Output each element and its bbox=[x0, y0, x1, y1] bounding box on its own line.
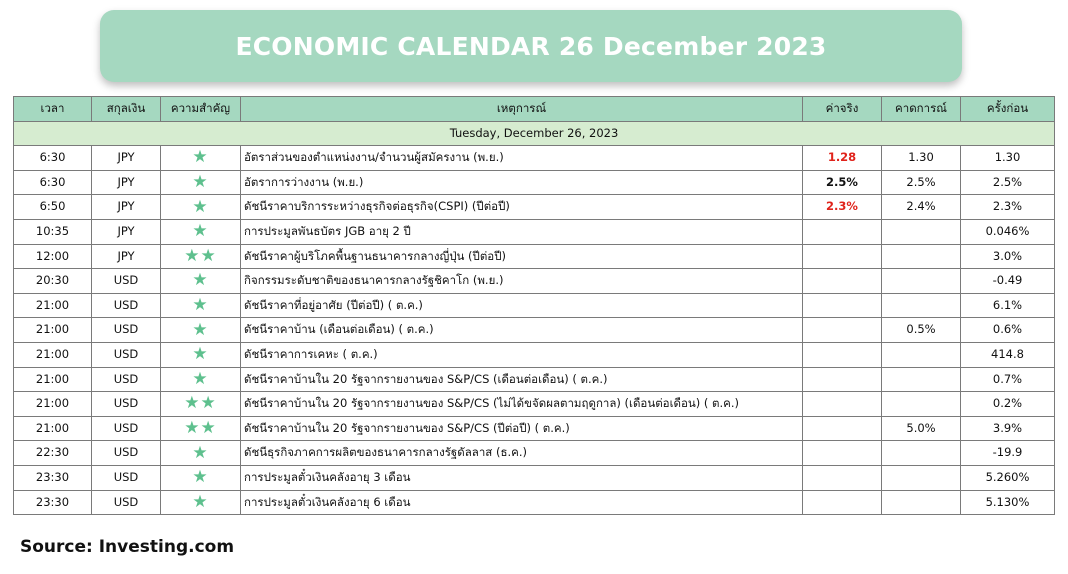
table-row bbox=[14, 342, 1055, 367]
actual-cell bbox=[803, 219, 882, 244]
actual-cell bbox=[803, 441, 882, 466]
importance-star-icon: ★ bbox=[192, 467, 209, 488]
importance-star-icon: ★ bbox=[192, 270, 209, 291]
event-cell: การประมูลตั๋วเงินคลังอายุ 6 เดือน bbox=[241, 490, 803, 515]
time-cell: 12:00 bbox=[14, 244, 92, 269]
forecast-cell: 2.5% bbox=[882, 170, 961, 195]
event-cell: ดัชนีราคาการเคหะ ( ต.ค.) bbox=[241, 342, 803, 367]
header-row bbox=[14, 97, 1055, 122]
page-title: ECONOMIC CALENDAR 26 December 2023 bbox=[235, 31, 827, 61]
actual-cell: 2.3% bbox=[803, 195, 882, 220]
forecast-cell bbox=[882, 342, 961, 367]
col-header-importance: ความสำคัญ bbox=[161, 97, 241, 122]
event-cell: อัตราการว่างงาน (พ.ย.) bbox=[241, 170, 803, 195]
col-header-previous: ครั้งก่อน bbox=[961, 97, 1055, 122]
calendar-table bbox=[13, 96, 1055, 515]
actual-cell bbox=[803, 293, 882, 318]
previous-cell: 2.5% bbox=[961, 170, 1055, 195]
day-row bbox=[14, 121, 1055, 146]
forecast-cell bbox=[882, 392, 961, 417]
table-row bbox=[14, 219, 1055, 244]
time-cell: 10:35 bbox=[14, 219, 92, 244]
forecast-cell bbox=[882, 490, 961, 515]
time-cell: 23:30 bbox=[14, 465, 92, 490]
previous-cell: 5.260% bbox=[961, 465, 1055, 490]
time-cell: 22:30 bbox=[14, 441, 92, 466]
previous-cell: 3.0% bbox=[961, 244, 1055, 269]
table-row bbox=[14, 441, 1055, 466]
importance-star-icon: ★ bbox=[192, 196, 209, 217]
importance-cell bbox=[161, 392, 241, 417]
event-cell: ดัชนีราคาบ้านใน 20 รัฐจากรายงานของ S&P/CS (ไม่ได้ขจัดผลตามฤดูกาล) (เดือนต่อเดือน) ( ต.ค.) bbox=[241, 392, 803, 417]
col-header-forecast: คาดการณ์ bbox=[882, 97, 961, 122]
currency-cell: USD bbox=[92, 367, 161, 392]
time-cell: 6:30 bbox=[14, 170, 92, 195]
currency-cell: USD bbox=[92, 342, 161, 367]
forecast-cell: 1.30 bbox=[882, 146, 961, 171]
forecast-cell: 5.0% bbox=[882, 416, 961, 441]
forecast-cell bbox=[882, 293, 961, 318]
currency-cell: USD bbox=[92, 490, 161, 515]
importance-star-icon: ★ bbox=[192, 344, 209, 365]
col-header-time: เวลา bbox=[14, 97, 92, 122]
forecast-cell bbox=[882, 219, 961, 244]
time-cell: 21:00 bbox=[14, 416, 92, 441]
importance-cell bbox=[161, 367, 241, 392]
actual-cell bbox=[803, 416, 882, 441]
table-row bbox=[14, 490, 1055, 515]
actual-cell bbox=[803, 244, 882, 269]
forecast-cell bbox=[882, 244, 961, 269]
previous-cell: 3.9% bbox=[961, 416, 1055, 441]
table-row bbox=[14, 244, 1055, 269]
importance-cell bbox=[161, 441, 241, 466]
event-cell: การประมูลพันธบัตร JGB อายุ 2 ปี bbox=[241, 219, 803, 244]
importance-star-icon: ★★ bbox=[184, 245, 217, 266]
currency-cell: JPY bbox=[92, 146, 161, 171]
importance-cell bbox=[161, 244, 241, 269]
importance-cell bbox=[161, 490, 241, 515]
importance-cell bbox=[161, 170, 241, 195]
previous-cell: 2.3% bbox=[961, 195, 1055, 220]
table-row bbox=[14, 269, 1055, 294]
forecast-cell bbox=[882, 465, 961, 490]
table-row bbox=[14, 146, 1055, 171]
importance-cell bbox=[161, 293, 241, 318]
time-cell: 23:30 bbox=[14, 490, 92, 515]
importance-star-icon: ★★ bbox=[184, 418, 217, 439]
time-cell: 6:30 bbox=[14, 146, 92, 171]
importance-cell bbox=[161, 342, 241, 367]
event-cell: ดัชนีราคาที่อยู่อาศัย (ปีต่อปี) ( ต.ค.) bbox=[241, 293, 803, 318]
title-banner bbox=[100, 10, 962, 82]
forecast-cell: 2.4% bbox=[882, 195, 961, 220]
importance-star-icon: ★ bbox=[192, 442, 209, 463]
table-row bbox=[14, 318, 1055, 343]
currency-cell: USD bbox=[92, 441, 161, 466]
previous-cell: 0.046% bbox=[961, 219, 1055, 244]
time-cell: 21:00 bbox=[14, 293, 92, 318]
actual-cell bbox=[803, 367, 882, 392]
currency-cell: JPY bbox=[92, 170, 161, 195]
time-cell: 6:50 bbox=[14, 195, 92, 220]
table-row bbox=[14, 170, 1055, 195]
importance-star-icon: ★ bbox=[192, 172, 209, 193]
time-cell: 21:00 bbox=[14, 367, 92, 392]
previous-cell: -0.49 bbox=[961, 269, 1055, 294]
importance-star-icon: ★ bbox=[192, 368, 209, 389]
table-row bbox=[14, 465, 1055, 490]
currency-cell: JPY bbox=[92, 219, 161, 244]
importance-cell bbox=[161, 318, 241, 343]
forecast-cell: 0.5% bbox=[882, 318, 961, 343]
actual-cell: 1.28 bbox=[803, 146, 882, 171]
previous-cell: -19.9 bbox=[961, 441, 1055, 466]
currency-cell: USD bbox=[92, 293, 161, 318]
actual-cell bbox=[803, 465, 882, 490]
table-row bbox=[14, 195, 1055, 220]
event-cell: ดัชนีราคาบ้านใน 20 รัฐจากรายงานของ S&P/CS (ปีต่อปี) ( ต.ค.) bbox=[241, 416, 803, 441]
previous-cell: 0.7% bbox=[961, 367, 1055, 392]
importance-cell bbox=[161, 195, 241, 220]
currency-cell: USD bbox=[92, 318, 161, 343]
time-cell: 20:30 bbox=[14, 269, 92, 294]
currency-cell: USD bbox=[92, 465, 161, 490]
actual-cell bbox=[803, 392, 882, 417]
table-row bbox=[14, 293, 1055, 318]
importance-star-icon: ★★ bbox=[184, 393, 217, 414]
col-header-event: เหตุการณ์ bbox=[241, 97, 803, 122]
event-cell: ดัชนีราคาผู้บริโภคพื้นฐานธนาคารกลางญี่ปุ่น (ปีต่อปี) bbox=[241, 244, 803, 269]
source-credit: Source: Investing.com bbox=[20, 537, 235, 557]
importance-star-icon: ★ bbox=[192, 221, 209, 242]
previous-cell: 414.8 bbox=[961, 342, 1055, 367]
importance-star-icon: ★ bbox=[192, 295, 209, 316]
actual-cell: 2.5% bbox=[803, 170, 882, 195]
currency-cell: USD bbox=[92, 269, 161, 294]
event-cell: กิจกรรมระดับชาติของธนาคารกลางรัฐชิคาโก (พ.ย.) bbox=[241, 269, 803, 294]
forecast-cell bbox=[882, 269, 961, 294]
importance-cell bbox=[161, 416, 241, 441]
actual-cell bbox=[803, 490, 882, 515]
currency-cell: USD bbox=[92, 392, 161, 417]
importance-star-icon: ★ bbox=[192, 319, 209, 340]
event-cell: ดัชนีราคาบ้าน (เดือนต่อเดือน) ( ต.ค.) bbox=[241, 318, 803, 343]
currency-cell: JPY bbox=[92, 195, 161, 220]
importance-cell bbox=[161, 146, 241, 171]
forecast-cell bbox=[882, 441, 961, 466]
previous-cell: 0.2% bbox=[961, 392, 1055, 417]
col-header-actual: ค่าจริง bbox=[803, 97, 882, 122]
importance-star-icon: ★ bbox=[192, 147, 209, 168]
importance-star-icon: ★ bbox=[192, 491, 209, 512]
importance-cell bbox=[161, 465, 241, 490]
table-row bbox=[14, 392, 1055, 417]
actual-cell bbox=[803, 318, 882, 343]
time-cell: 21:00 bbox=[14, 342, 92, 367]
time-cell: 21:00 bbox=[14, 392, 92, 417]
actual-cell bbox=[803, 269, 882, 294]
table-row bbox=[14, 367, 1055, 392]
time-cell: 21:00 bbox=[14, 318, 92, 343]
currency-cell: JPY bbox=[92, 244, 161, 269]
event-cell: ดัชนีราคาบริการระหว่างธุรกิจต่อธุรกิจ(CSPI) (ปีต่อปี) bbox=[241, 195, 803, 220]
day-label: Tuesday, December 26, 2023 bbox=[14, 121, 1055, 146]
previous-cell: 6.1% bbox=[961, 293, 1055, 318]
currency-cell: USD bbox=[92, 416, 161, 441]
actual-cell bbox=[803, 342, 882, 367]
col-header-currency: สกุลเงิน bbox=[92, 97, 161, 122]
forecast-cell bbox=[882, 367, 961, 392]
previous-cell: 0.6% bbox=[961, 318, 1055, 343]
importance-cell bbox=[161, 269, 241, 294]
importance-cell bbox=[161, 219, 241, 244]
previous-cell: 1.30 bbox=[961, 146, 1055, 171]
table-row bbox=[14, 416, 1055, 441]
previous-cell: 5.130% bbox=[961, 490, 1055, 515]
event-cell: ดัชนีธุรกิจภาคการผลิตของธนาคารกลางรัฐดัลลาส (ธ.ค.) bbox=[241, 441, 803, 466]
event-cell: อัตราส่วนของตำแหน่งงาน/จำนวนผู้สมัครงาน (พ.ย.) bbox=[241, 146, 803, 171]
event-cell: การประมูลตั๋วเงินคลังอายุ 3 เดือน bbox=[241, 465, 803, 490]
event-cell: ดัชนีราคาบ้านใน 20 รัฐจากรายงานของ S&P/CS (เดือนต่อเดือน) ( ต.ค.) bbox=[241, 367, 803, 392]
